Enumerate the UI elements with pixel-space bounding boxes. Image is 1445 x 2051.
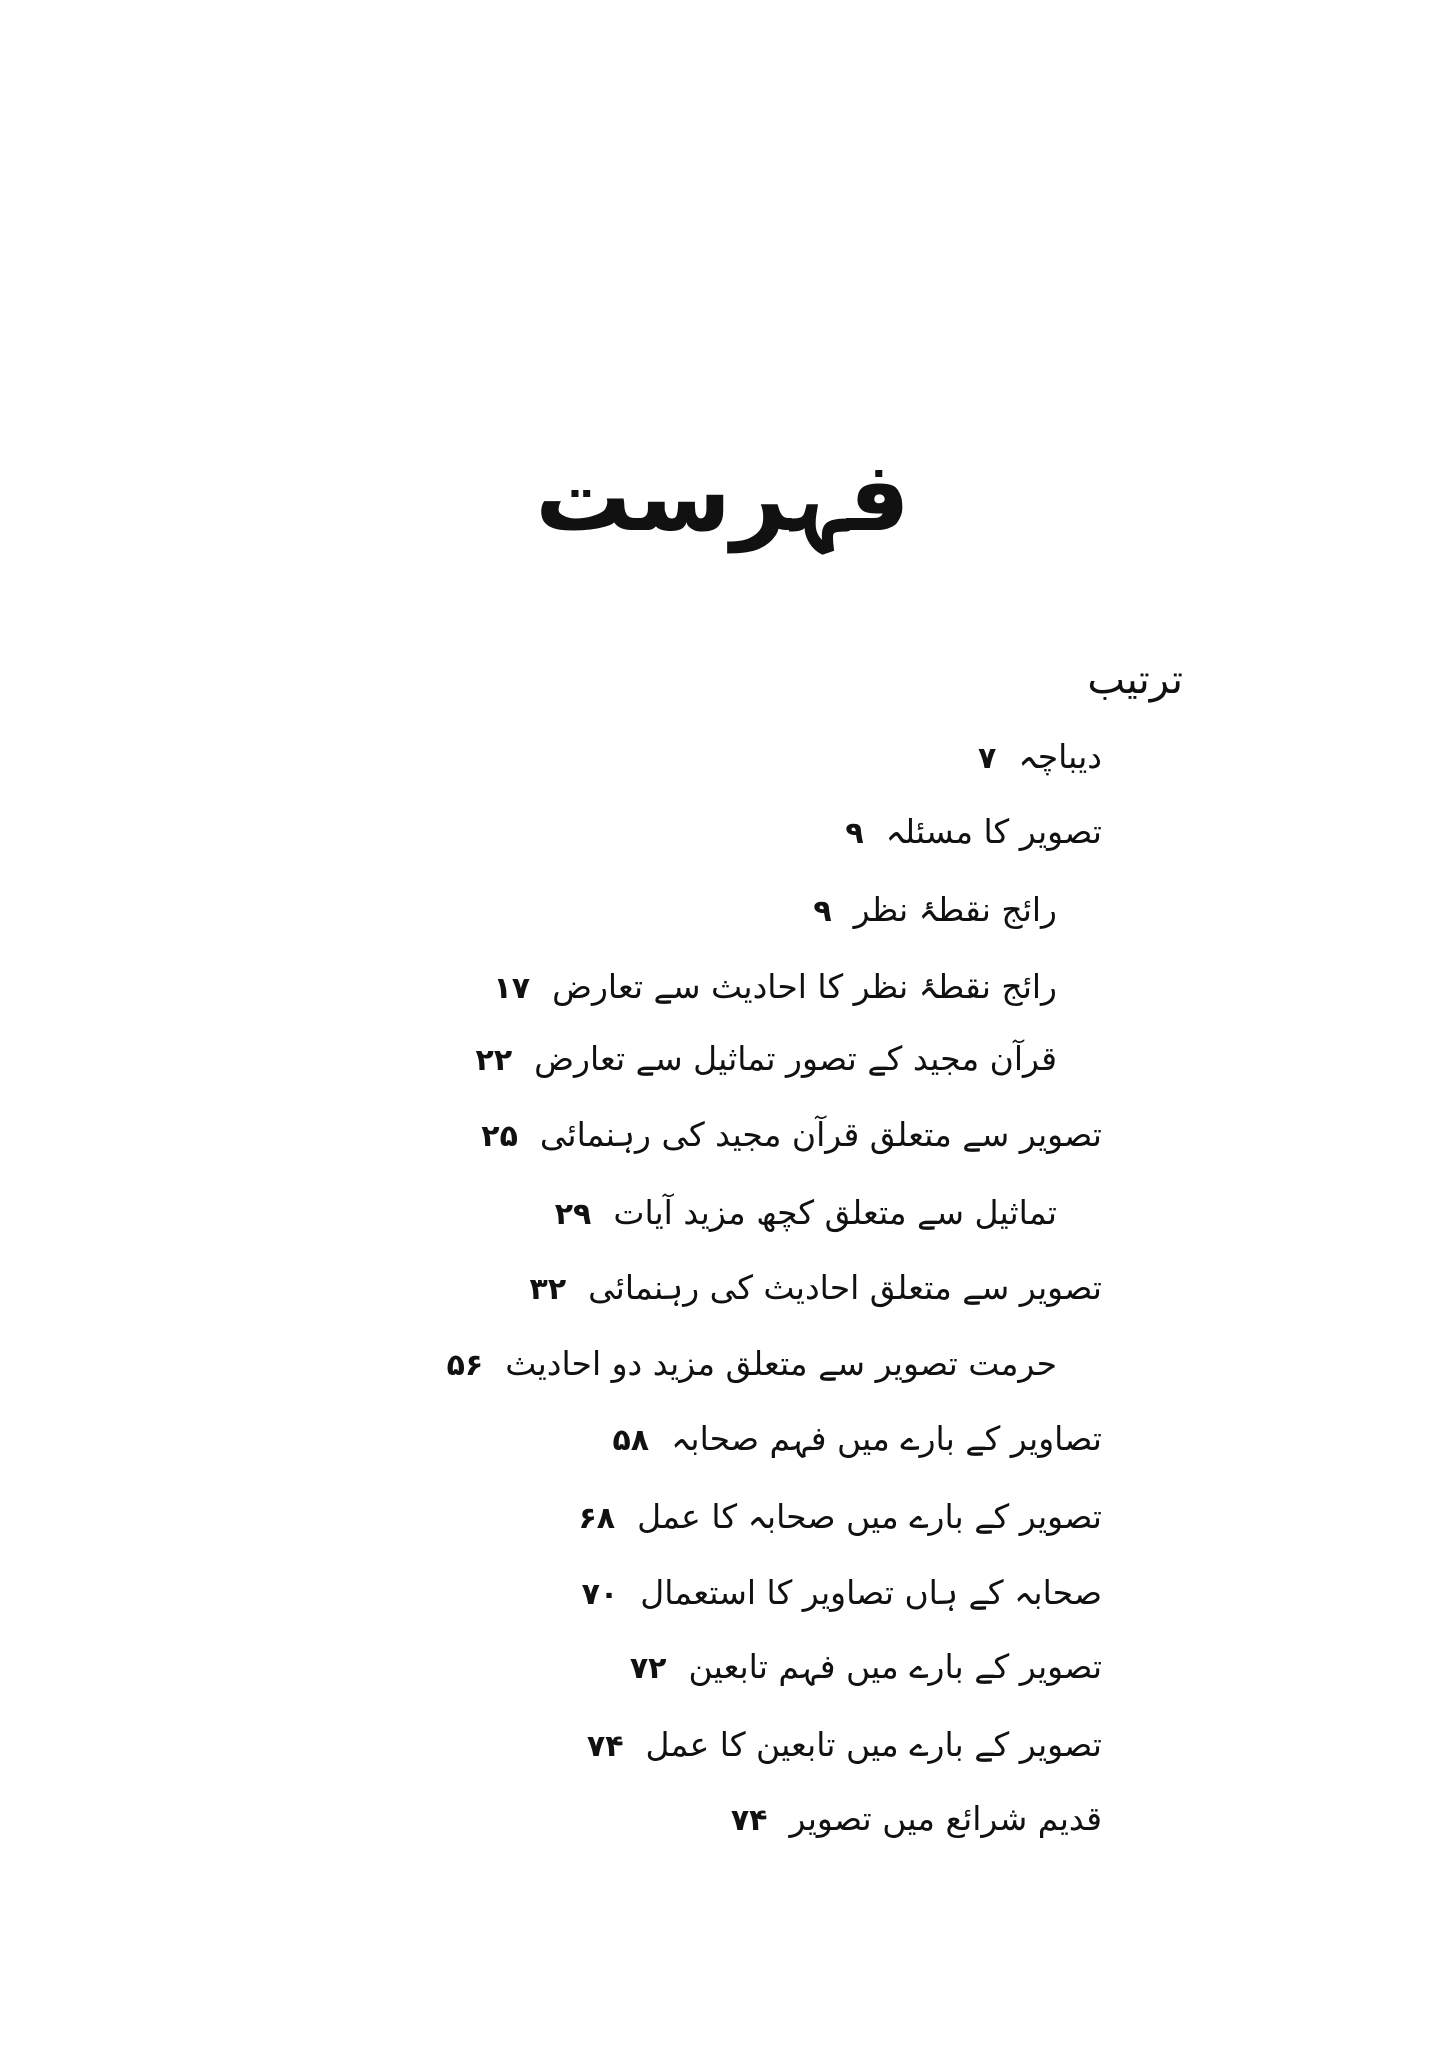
toc-heading: ترتیب: [1087, 657, 1183, 703]
toc-entry-label: تماثیل سے متعلق کچھ مزید آیات: [613, 1193, 1057, 1232]
toc-entry-page: ۳۲: [529, 1272, 567, 1307]
toc-entry: [978, 737, 1102, 776]
toc-entry-label: رائج نقطۂ نظر: [853, 890, 1057, 929]
toc-entry: [845, 812, 1102, 851]
toc-entry-label: تصویر کے بارے میں تابعین کا عمل: [645, 1725, 1102, 1764]
toc-entry-page: ۲۵: [481, 1119, 518, 1154]
toc-entry-label: رائج نقطۂ نظر کا احادیث سے تعارض: [552, 967, 1057, 1006]
toc-entry-page: ۶۸: [578, 1501, 616, 1536]
toc-entry: [612, 1419, 1102, 1458]
toc-entry: [554, 1193, 1057, 1232]
toc-entry-label: تصاویر کے بارے میں فہم صحابہ: [671, 1419, 1102, 1458]
toc-entry: [581, 1573, 1102, 1612]
toc-entry-page: ۵۸: [612, 1423, 650, 1458]
toc-entry-label: تصویر سے متعلق قرآن مجید کی رہنمائی: [539, 1115, 1102, 1154]
toc-entry: [475, 1039, 1057, 1078]
toc-entry-label: حرمت تصویر سے متعلق مزید دو احادیث: [505, 1344, 1057, 1383]
toc-entry: [586, 1725, 1102, 1764]
toc-entry-label: تصویر سے متعلق احادیث کی رہنمائی: [588, 1268, 1102, 1307]
toc-entry-page: ۵۶: [446, 1348, 484, 1383]
toc-entry: [629, 1647, 1102, 1686]
toc-entry: [730, 1799, 1102, 1838]
toc-entry: [481, 1115, 1102, 1154]
toc-entry-label: تصویر کے بارے میں فہم تابعین: [688, 1647, 1102, 1686]
toc-entry-label: صحابہ کے ہاں تصاویر کا استعمال: [640, 1573, 1102, 1612]
toc-entry: [493, 967, 1057, 1006]
toc-entry: [529, 1268, 1102, 1307]
toc-entry-page: ۷۴: [730, 1803, 768, 1838]
toc-entry-page: ۷۴: [586, 1729, 624, 1764]
toc-entry-page: ۲۹: [554, 1197, 592, 1232]
toc-entry: [446, 1344, 1057, 1383]
toc-entry-label: دیباچہ: [1018, 737, 1102, 776]
toc-entry-page: ۷۲: [629, 1651, 667, 1686]
toc-entry-label: تصویر کے بارے میں صحابہ کا عمل: [637, 1497, 1102, 1536]
page-title: فہرست: [535, 441, 910, 553]
toc-entry-label: تصویر کا مسئلہ: [885, 812, 1102, 851]
toc-entry-page: ۱۷: [493, 971, 531, 1006]
toc-entry-page: ۷۰: [581, 1577, 619, 1612]
toc-entry-page: ۹: [813, 894, 832, 929]
toc-entry-page: ۹: [845, 816, 864, 851]
toc-entry: [813, 890, 1057, 929]
toc-entry: [578, 1497, 1102, 1536]
toc-entry-page: ۷: [978, 741, 997, 776]
toc-entry-label: قرآن مجید کے تصور تماثیل سے تعارض: [534, 1039, 1057, 1078]
toc-entry-page: ۲۲: [475, 1043, 513, 1078]
toc-entry-label: قدیم شرائع میں تصویر: [789, 1799, 1102, 1838]
